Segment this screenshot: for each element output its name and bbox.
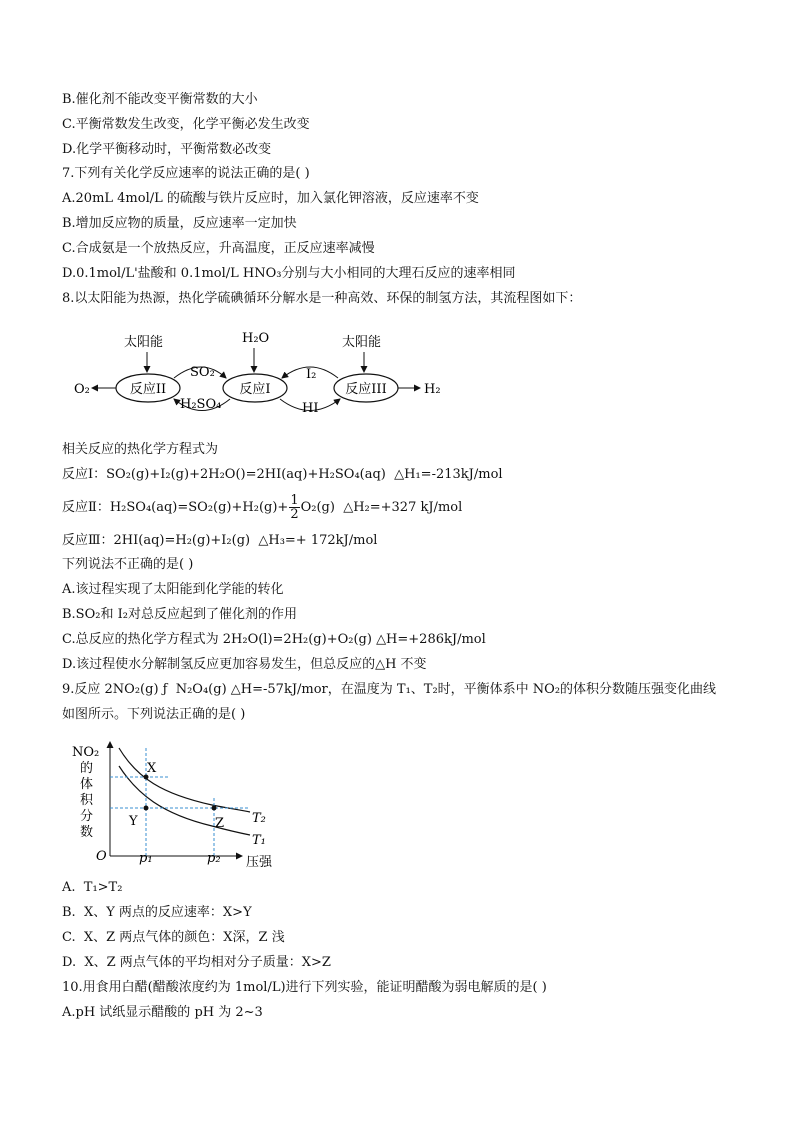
t1-curve (119, 766, 250, 835)
water-label: H₂O (242, 331, 270, 346)
option-c-q8: C.总反应的热化学方程式为 2H₂O(l)=2H₂(g)+O₂(g) △H=+286kJ/mol (62, 632, 486, 647)
t2-curve (119, 748, 250, 812)
p1-label: p₁ (139, 851, 153, 866)
point-y-label: Y (129, 814, 138, 829)
reaction-2-equation: 反应Ⅱ：H₂SO₄(aq)=SO₂(g)+H₂(g)+ $\frac{1}{2}$ O₂(g) △H₂=+327 kJ/mol (62, 493, 463, 522)
reaction-3-equation: 反应Ⅲ：2HI(aq)=H₂(g)+I₂(g) △H₃=+ 172kJ/mol (62, 533, 378, 548)
option-c-q9: C. X、Z 两点气体的颜色：X深，Z 浅 (62, 930, 285, 945)
point-z (212, 806, 217, 811)
hi-label: HI (302, 401, 319, 416)
option-d-q7: D.0.1mol/L'盐酸和 0.1mol/L HNO₃分别与大小相同的大理石反应的速率相同 (62, 266, 516, 281)
solar-right-label: 太阳能 (342, 335, 382, 350)
option-a-q8: A.该过程实现了太阳能到化学能的转化 (62, 582, 284, 597)
option-c-q7: C.合成氨是一个放热反应，升高温度，正反应速率减慢 (62, 241, 375, 256)
y-label-3: 积 (80, 793, 94, 808)
origin-label: O (96, 849, 107, 864)
point-y (144, 806, 149, 811)
option-b-q8: B.SO₂和 I₂对总反应起到了催化剂的作用 (62, 607, 297, 622)
reaction-3-label: 反应III (345, 382, 387, 397)
question-10: 10.用食用白醋(醋酸浓度约为 1mol/L)进行下列实验，能证明醋酸为弱电解质的是( ) (62, 980, 547, 995)
option-b-q7: B.增加反应物的质量，反应速率一定加快 (62, 216, 297, 231)
point-z-label: Z (215, 816, 225, 831)
y-label-0: NO₂ (72, 745, 100, 760)
i2-label: I₂ (306, 367, 317, 382)
option-a-q7: A.20mL 4mol/L 的硫酸与铁片反应时，加入氯化钾溶液，反应速率不变 (62, 191, 479, 206)
y-label-2: 体 (80, 777, 94, 792)
y-label-1: 的 (80, 761, 94, 776)
o2-label: O₂ (74, 382, 90, 397)
question-9: 9.反应 2NO₂(g) ƒ N₂O₄(g) △H=-57kJ/mor，在温度为 T₁、T₂时，平衡体系中 NO₂的体积分数随压强变化曲线 (62, 682, 717, 697)
question-8-prompt: 下列说法不正确的是( ) (62, 557, 194, 572)
flow-diagram (62, 322, 462, 420)
y-label-5: 数 (80, 825, 94, 840)
h2-label: H₂ (424, 382, 441, 397)
question-7: 7.下列有关化学反应速率的说法正确的是( ) (62, 166, 310, 181)
half-fraction: $\frac{1}{2}$ (290, 493, 299, 522)
reaction-1-equation: 反应Ⅰ：SO₂(g)+I₂(g)+2H₂O()=2HI(aq)+H₂SO₄(aq) △H₁=-213kJ/mol (62, 467, 503, 482)
reaction-1-label: 反应I (239, 382, 271, 397)
p2-label: p₂ (207, 851, 221, 866)
t2-label: T₂ (252, 811, 266, 826)
option-d-q8: D.该过程使水分解制氢反应更加容易发生，但总反应的△H 不变 (62, 657, 427, 672)
h2so4-label: H₂SO₄ (180, 397, 222, 412)
point-x-label: X (147, 761, 157, 776)
reaction-2-label: 反应II (129, 382, 167, 397)
so2-label: SO₂ (190, 365, 215, 380)
option-d-q6: D.化学平衡移动时，平衡常数必改变 (62, 142, 272, 157)
question-8: 8.以太阳能为热源，热化学硫碘循环分解水是一种高效、环保的制氢方法，其流程图如下： (62, 291, 582, 306)
equations-intro: 相关反应的热化学方程式为 (62, 442, 219, 457)
x-axis-label: 压强 (246, 855, 273, 870)
option-a-q10: A.pH 试纸显示醋酸的 pH 为 2~3 (62, 1005, 263, 1020)
option-b-q6: B.催化剂不能改变平衡常数的大小 (62, 92, 258, 107)
pressure-graph (62, 738, 292, 873)
option-a-q9: A. T₁>T₂ (62, 880, 123, 895)
option-b-q9: B. X、Y 两点的反应速率：X>Y (62, 905, 252, 920)
y-label-4: 分 (80, 809, 94, 824)
option-d-q9: D. X、Z 两点气体的平均相对分子质量：X>Z (62, 955, 331, 970)
question-9-cont: 如图所示。下列说法正确的是( ) (62, 707, 246, 722)
t1-label: T₁ (252, 833, 266, 848)
solar-left-label: 太阳能 (124, 335, 164, 350)
option-c-q6: C.平衡常数发生改变，化学平衡必发生改变 (62, 117, 310, 132)
